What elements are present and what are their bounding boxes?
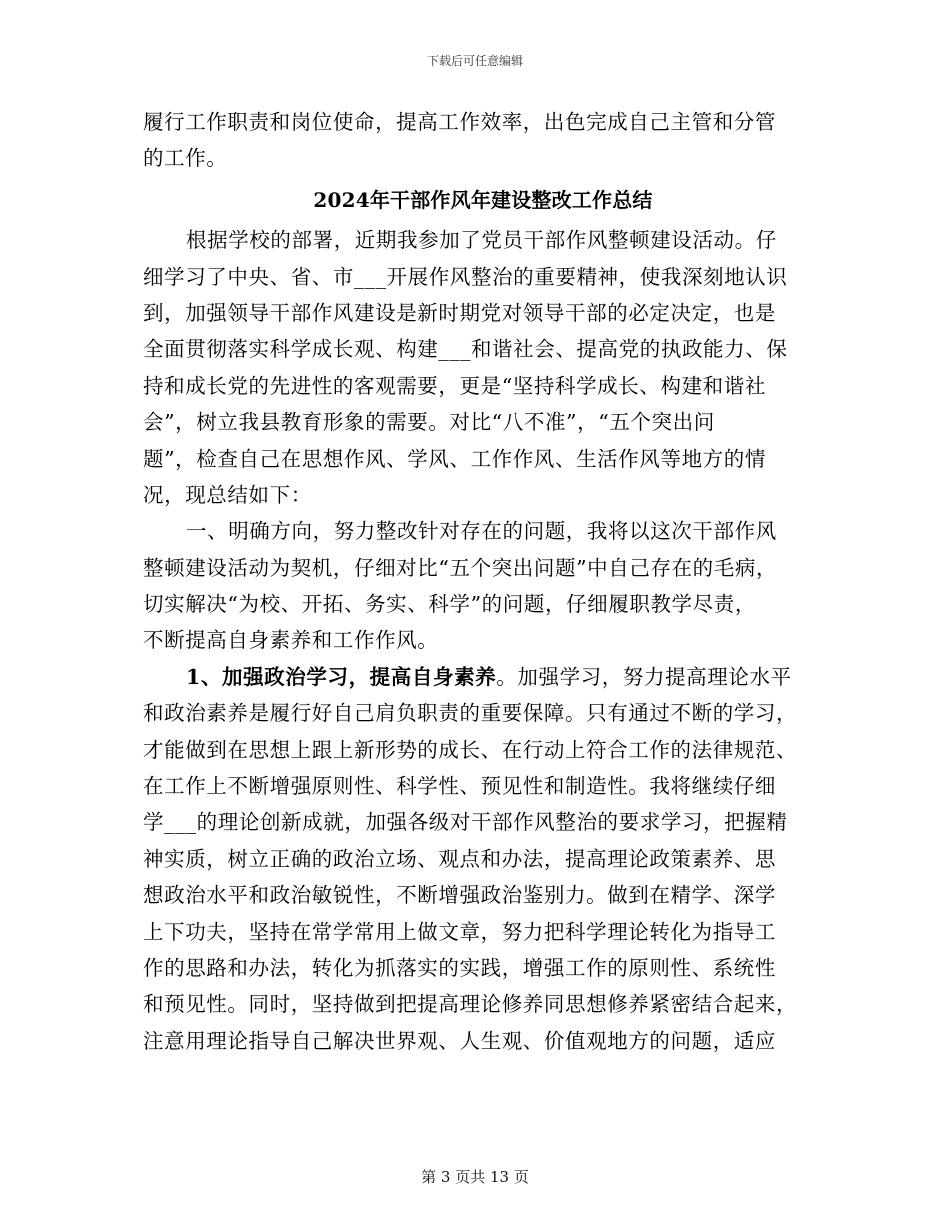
body-line: 根据学校的部署，近期我参加了党员干部作风整顿建设活动。仔	[186, 228, 777, 253]
body-line: 神实质，树立正确的政治立场、观点和办法，提高理论政策素养、思	[143, 846, 776, 871]
body-line: 细学习了中央、省、市___开展作风整治的重要精神，使我深刻地认识	[143, 264, 788, 289]
body-line: 注意用理论指导自己解决世界观、人生观、价值观地方的问题，适应	[143, 1028, 776, 1053]
body-line: 题”，检查自己在思想作风、学风、工作作风、生活作风等地方的情	[143, 446, 766, 471]
body-line: 切实解决“为校、开拓、务实、科学”的问题，仔细履职教学尽责，	[143, 592, 756, 617]
body-text: 。加强学习，努力提高理论水平	[496, 664, 792, 689]
body-line: 和预见性。同时，坚持做到把提高理论修养同思想修养紧密结合起来，	[143, 992, 798, 1017]
body-line: 学___的理论创新成就，加强各级对干部作风整治的要求学习，把握精	[143, 810, 788, 835]
body-line: 才能做到在思想上跟上新形势的成长、在行动上符合工作的法律规范、	[143, 737, 798, 762]
document-title: 2024年干部作风年建设整改工作总结	[313, 187, 653, 212]
body-line: 全面贯彻落实科学成长观、构建___和谐社会、提高党的执政能力、保	[143, 337, 788, 362]
body-line: 和政治素养是履行好自己肩负职责的重要保障。只有通过不断的学习，	[143, 701, 798, 726]
body-line: 上下功夫，坚持在常学常用上做文章，努力把科学理论转化为指导工	[143, 919, 776, 944]
page-footer: 第 3 页共 13 页	[421, 1168, 529, 1186]
section-heading-line	[143, 659, 823, 695]
body-line: 想政治水平和政治敏锐性，不断增强政治鉴别力。做到在精学、深学	[143, 883, 776, 908]
body-line: 在工作上不断增强原则性、科学性、预见性和制造性。我将继续仔细	[143, 774, 776, 799]
body-line: 会”，树立我县教育形象的需要。对比“八不准”，“五个突出问	[143, 410, 715, 435]
body-line: 不断提高自身素养和工作作风。	[143, 628, 439, 653]
body-line: 况，现总结如下：	[143, 482, 312, 507]
body-line: 持和成长党的先进性的客观需要，更是“坚持科学成长、构建和谐社	[143, 373, 766, 398]
body-line: 的工作。	[143, 146, 228, 171]
body-line: 履行工作职责和岗位使命，提高工作效率，出色完成自己主管和分管	[143, 110, 776, 134]
body-line: 到，加强领导干部作风建设是新时期党对领导干部的必定决定，也是	[143, 300, 776, 325]
body-line: 整顿建设活动为契机，仔细对比“五个突出问题”中自己存在的毛病，	[143, 555, 778, 580]
section-heading: 1、加强政治学习，提高自身素养	[186, 664, 497, 689]
body-line: 一、明确方向，努力整改针对存在的问题，我将以这次干部作风	[186, 519, 777, 544]
document-body	[143, 104, 823, 1059]
page-header: 下载后可任意编辑	[426, 54, 523, 68]
body-line: 作的思路和办法，转化为抓落实的实践，增强工作的原则性、系统性	[143, 955, 776, 980]
